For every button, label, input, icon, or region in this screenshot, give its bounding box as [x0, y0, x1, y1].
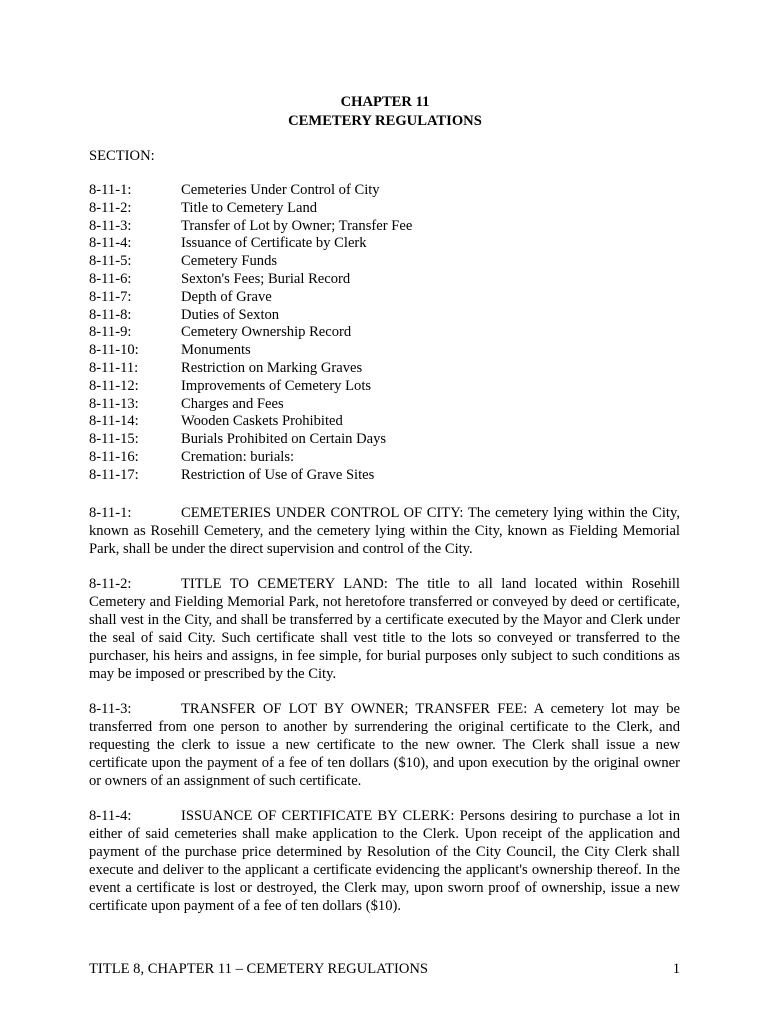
section-text: TRANSFER OF LOT BY OWNER; TRANSFER FEE: A cemetery lot may be transferred from one person to another by surrendering the original certificate to the Clerk, and requesting the clerk to issue a new certificate to the new owner. The Clerk shall issue a new certificate upon the payment of a fee of ten dollars ($10), and upon execution by the original owner or owners of an assignment of such certificate.	[89, 701, 680, 789]
section-paragraph	[89, 700, 680, 790]
toc-title: Depth of Grave	[181, 288, 272, 305]
toc-number: 8-11-2:	[89, 199, 132, 216]
section-text: TITLE TO CEMETERY LAND: The title to all land located within Rosehill Cemetery and Fielding Memorial Park, not heretofore transferred or conveyed by deed or certificate, shall vest in the City, and shall be transferred by a certificate executed by the Mayor and Clerk under the seal of said City. Such certificate shall vest title to the lots so conveyed or transferred to the purchaser, his heirs and assigns, in fee simple, for burial purposes only subject to such conditions as may be imposed or prescribed by the City.	[89, 576, 680, 682]
section-paragraph	[89, 575, 680, 683]
toc-item	[89, 200, 412, 218]
toc-title: Duties of Sexton	[181, 306, 280, 323]
toc-item	[89, 289, 412, 307]
toc-item	[89, 342, 412, 360]
section-label: SECTION:	[89, 148, 155, 164]
toc-number: 8-11-8:	[89, 306, 132, 323]
chapter-header	[0, 93, 770, 131]
toc-number: 8-11-6:	[89, 270, 132, 287]
toc-item	[89, 378, 412, 396]
toc-title: Restriction on Marking Graves	[181, 359, 363, 376]
table-of-contents	[89, 182, 412, 485]
section-text: CEMETERIES UNDER CONTROL OF CITY: The cemetery lying within the City, known as Rosehill Cemetery, and the cemetery lying within the City, known as Fielding Memorial Park, shall be under the direct supervision and control of the City.	[89, 505, 680, 557]
toc-number: 8-11-15:	[89, 431, 139, 448]
toc-title: Burials Prohibited on Certain Days	[181, 431, 387, 448]
toc-number: 8-11-10:	[89, 342, 139, 359]
section-text: ISSUANCE OF CERTIFICATE BY CLERK: Persons desiring to purchase a lot in either of said cemeteries shall make application to the Clerk. Upon receipt of the application and payment of the purchase price determined by Resolution of the City Council, the City Clerk shall execute and deliver to the applicant a certificate evidencing the applicant's ownership thereof. In the event a certificate is lost or destroyed, the Clerk may, upon sworn proof of ownership, issue a new certificate upon payment of a fee of ten dollars ($10).	[89, 808, 680, 914]
toc-title: Title to Cemetery Land	[181, 199, 318, 216]
toc-title: Improvements of Cemetery Lots	[181, 377, 372, 394]
toc-title: Transfer of Lot by Owner; Transfer Fee	[181, 217, 413, 234]
toc-title: Sexton's Fees; Burial Record	[181, 270, 351, 287]
toc-title: Cemetery Funds	[181, 253, 278, 270]
toc-item	[89, 413, 412, 431]
toc-title: Wooden Caskets Prohibited	[181, 413, 343, 430]
toc-title: Monuments	[181, 342, 251, 359]
section-paragraph	[89, 504, 680, 558]
toc-title: Charges and Fees	[181, 395, 284, 412]
toc-item	[89, 182, 412, 200]
footer-title: TITLE 8, CHAPTER 11 – CEMETERY REGULATIONS	[89, 961, 429, 977]
toc-item	[89, 218, 412, 236]
page-footer	[89, 960, 680, 978]
toc-number: 8-11-9:	[89, 324, 132, 341]
page-number: 1	[672, 961, 680, 977]
toc-number: 8-11-17:	[89, 466, 139, 483]
toc-item	[89, 253, 412, 271]
toc-title: Cemeteries Under Control of City	[181, 182, 380, 198]
toc-title: Cremation: burials:	[181, 448, 295, 465]
toc-number: 8-11-14:	[89, 413, 139, 430]
section-number: 8-11-1:	[89, 505, 132, 521]
toc-number: 8-11-4:	[89, 235, 132, 252]
toc-item	[89, 324, 412, 342]
chapter-title: CEMETERY REGULATIONS	[288, 113, 482, 129]
section-number: 8-11-2:	[89, 576, 132, 592]
toc-title: Cemetery Ownership Record	[181, 324, 352, 341]
toc-item	[89, 360, 412, 378]
toc-number: 8-11-5:	[89, 253, 132, 270]
toc-item	[89, 235, 412, 253]
section-number: 8-11-4:	[89, 808, 132, 824]
toc-number: 8-11-1:	[89, 182, 132, 198]
toc-number: 8-11-12:	[89, 377, 139, 394]
section-number: 8-11-3:	[89, 701, 132, 717]
toc-item	[89, 307, 412, 325]
section-paragraph	[89, 807, 680, 915]
toc-item	[89, 431, 412, 449]
toc-item	[89, 271, 412, 289]
toc-number: 8-11-13:	[89, 395, 139, 412]
toc-title: Restriction of Use of Grave Sites	[181, 466, 375, 483]
toc-item	[89, 449, 412, 467]
toc-item	[89, 396, 412, 414]
toc-title: Issuance of Certificate by Clerk	[181, 235, 367, 252]
toc-number: 8-11-16:	[89, 448, 139, 465]
chapter-number: CHAPTER 11	[340, 94, 430, 110]
toc-number: 8-11-11:	[89, 359, 139, 376]
toc-item	[89, 467, 412, 485]
toc-number: 8-11-3:	[89, 217, 132, 234]
toc-number: 8-11-7:	[89, 288, 132, 305]
